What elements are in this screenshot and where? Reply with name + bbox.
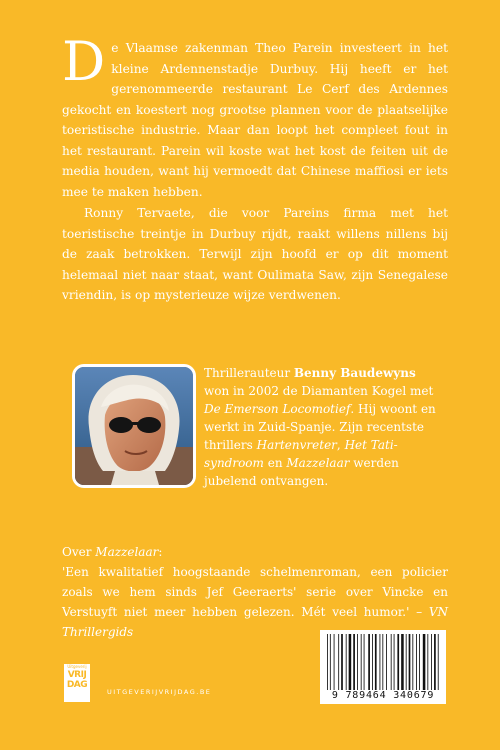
drop-cap: D [62,30,106,93]
author-name: Benny Baudewyns [293,366,416,380]
barcode-bar [346,634,347,690]
book-title: Mazzelaar [286,456,350,470]
barcode-bar [419,634,420,690]
blurb [62,30,448,306]
barcode-bar [357,634,358,690]
bio-text: won in 2002 de Diamanten Kogel met [204,384,434,398]
author-portrait-image [75,367,193,485]
barcode-bar [341,634,343,690]
publisher-logo-line-2: DAG [66,680,88,690]
bio-text: , [336,438,345,452]
barcode-bar [423,634,426,690]
barcode-bar [364,634,365,690]
book-title: Het Tati-syndroom [204,438,398,470]
author-photo [72,364,196,488]
barcode-bar [409,634,411,690]
barcode-bar [334,634,335,690]
barcode-bar [361,634,362,690]
blurb-paragraph-2: Ronny Tervaete, die voor Pareins firma met het toeristische treintje in Durbuy rijdt, raakt willens nillens bij de zaak betrokken. Terwijl zijn hoofd er op dit moment helemaal niet naar staat, want Oulimata Saw, zijn Senegalese vriendin, is op mysterieuze wijze verdwenen. [62,206,448,302]
barcode-bar [386,634,387,690]
review-source: VN Thrillergids [62,605,448,639]
barcode-bar [380,634,381,690]
barcode-bar [375,634,377,690]
barcode-bar [412,634,413,690]
blurb-paragraph-1 [62,30,448,202]
bio-text: . Hij woont en werkt in Zuid-Spanje. Zijn recentste thrillers [204,402,436,452]
barcode-bar [338,634,339,690]
barcode-bar [431,634,432,690]
publisher-logo-line-1: VRIJ [67,670,87,680]
barcode-bars [325,634,441,690]
isbn-number: 9 789464 340679 [331,690,435,701]
barcode-bar [391,634,392,690]
book-title: Hartenvreter [256,438,337,452]
publisher-logo-small: Uitgeverij [67,664,87,669]
isbn-barcode [320,630,446,704]
review-book-title: Mazzelaar [95,545,159,559]
bio-text: Thrillerauteur [204,366,294,380]
barcode-bar [416,634,417,690]
barcode-bar [427,634,428,690]
review-heading-label: Over [62,545,96,559]
review-heading [62,543,448,561]
review-quote-text: 'Een kwalitatief hoogstaande schelmenroman, een policier zoals we hem sinds Jef Geeraerts' serie over Vincke en Verstuyft niet meer hebben gelezen. Mét veel humor.' – [62,565,448,619]
barcode-bar [330,634,331,690]
barcode-bar [372,634,373,690]
barcode-bar [349,634,352,690]
barcode-bar [394,634,395,690]
barcode-bar [368,634,370,690]
barcode-bar [401,634,404,690]
publisher-logo [64,664,90,702]
review-heading-colon: : [158,545,163,559]
barcode-bar [406,634,407,690]
barcode-bar [397,634,399,690]
author-bio [204,364,444,490]
barcode-bar [382,634,383,690]
bio-text: en [263,456,287,470]
bio-text: werden jubelend ontvangen. [204,456,399,488]
barcode-bar [434,634,436,690]
barcode-bar [438,634,439,690]
barcode-bar [327,634,328,690]
barcode-bar [353,634,355,690]
publisher-url: UITGEVERIJVRIJDAG.BE [107,688,212,696]
blurb-text-1: e Vlaamse zakenman Theo Parein investeert in het kleine Ardennenstadje Durbuy. Hij heeft er het gerenommeerde restaurant Le Cerf des Ardennes gekocht en koestert nog grootse plannen voor de plaatselijke toeristische industrie. Maar dan loopt het compleet fout in het restaurant. Parein wil koste wat het kost de feiten uit de media houden, want hij vermoedt dat Chinese maffiosi er iets mee te maken hebben. [62,41,448,199]
book-title: De Emerson Locomotief [204,402,351,416]
